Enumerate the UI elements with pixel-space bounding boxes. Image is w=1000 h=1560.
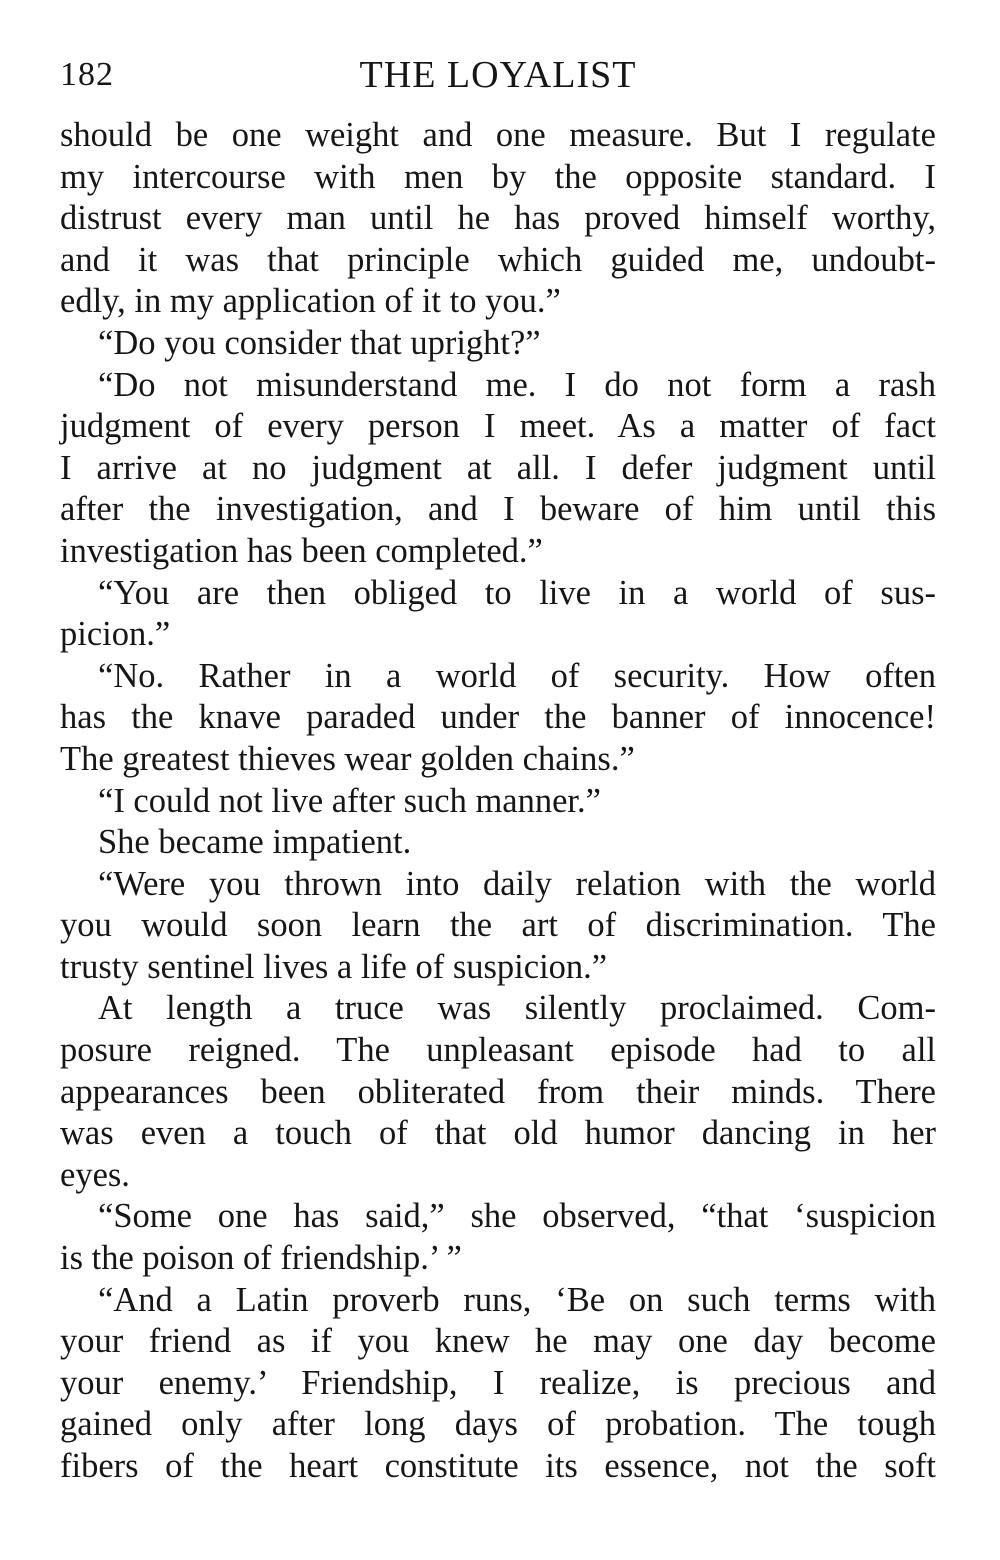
running-title: THE LOYALIST [359,54,637,96]
text-line: gained only after long days of probation. The tough [60,1405,936,1444]
text-line: distrust every man until he has proved himself worthy, [60,199,936,238]
text-line: is the poison of friendship.’ ” [60,1239,462,1278]
text-line: appearances been obliterated from their minds. There [60,1072,936,1111]
text-line: “Some one has said,” she observed, “that ‘suspicion [98,1197,936,1236]
text-line: was even a touch of that old humor dancing in her [60,1114,936,1153]
text-line: “Do not misunderstand me. I do not form a rash [98,365,936,404]
page-number: 182 [60,56,114,93]
text-line: The greatest thieves wear golden chains.” [60,739,635,778]
text-line: fibers of the heart constitute its essence, not the soft [60,1447,936,1485]
text-line: picion.” [60,615,171,654]
text-line: At length a truce was silently proclaimed. Com- [98,989,936,1028]
text-line: after the investigation, and I beware of him until this [60,490,936,529]
text-line: and it was that principle which guided me, undoubt- [60,240,936,279]
text-line: should be one weight and one measure. But I regulate [60,116,936,154]
text-line: I arrive at no judgment at all. I defer judgment until [60,448,936,487]
text-line: my intercourse with men by the opposite standard. I [60,157,936,196]
text-line: “No. Rather in a world of security. How often [98,656,936,695]
text-line: “I could not live after such manner.” [98,781,601,820]
text-line: your enemy.’ Friendship, I realize, is precious and [60,1363,936,1402]
text-line: “Do you consider that upright?” [98,323,541,362]
text-line: trusty sentinel lives a life of suspicion.” [60,947,608,986]
text-line: “And a Latin proverb runs, ‘Be on such terms with [98,1280,936,1319]
text-line: has the knave paraded under the banner of innocence! [60,698,936,737]
text-line: “You are then obliged to live in a world of sus- [98,573,936,612]
text-line: investigation has been completed.” [60,531,543,570]
text-line: She became impatient. [98,823,412,862]
body-text [60,115,936,1488]
text-line: posure reigned. The unpleasant episode had to all [60,1031,936,1070]
text-line: edly, in my application of it to you.” [60,282,561,321]
text-line: you would soon learn the art of discrimination. The [60,906,936,945]
text-line: your friend as if you knew he may one day become [60,1322,936,1361]
text-line: “Were you thrown into daily relation with the world [98,864,936,903]
text-line: judgment of every person I meet. As a matter of fact [60,407,936,446]
page-header [60,50,936,100]
text-line: eyes. [60,1155,130,1194]
